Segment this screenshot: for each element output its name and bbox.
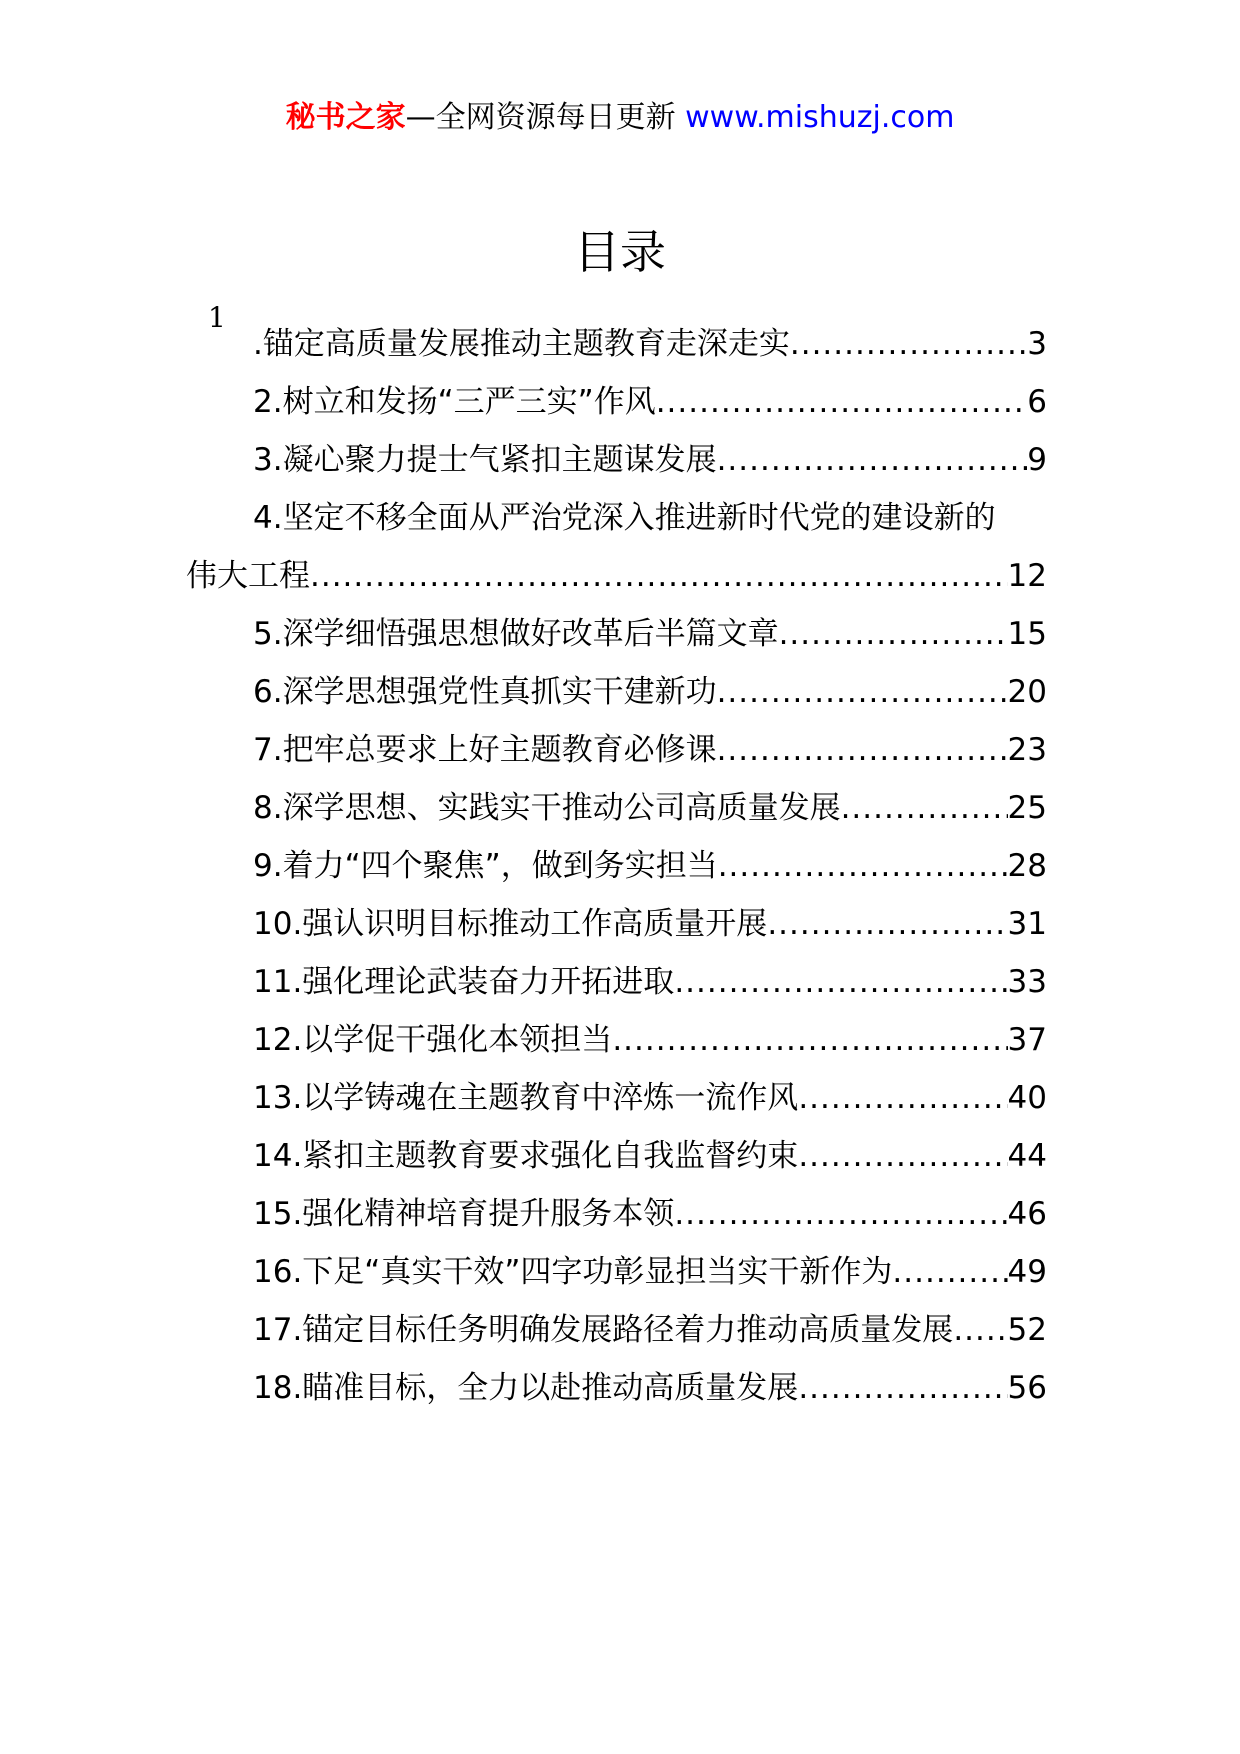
toc-leader-dots (717, 669, 1008, 715)
toc-leader-dots (798, 1133, 1007, 1179)
toc-entry-4-line-2[interactable] (186, 553, 1047, 599)
toc-entry-title: 13.以学铸魂在主题教育中淬炼一流作风 (253, 1080, 799, 1116)
brand-name: 秘书之家 (285, 100, 406, 135)
toc-entry-page: 28 (1007, 848, 1047, 884)
toc-entry-title: 15.强化精神培育提升服务本领 (253, 1196, 675, 1232)
toc-entry-page: 20 (1007, 674, 1047, 710)
toc-entry-18[interactable] (253, 1365, 1047, 1411)
toc-leader-dots (953, 1307, 1007, 1353)
toc-entry-page: 3 (1027, 326, 1047, 362)
toc-leader-dots (798, 1075, 1007, 1121)
toc-entry-title: 16.下足“真实干效”四字功彰显担当实干新作为 (253, 1254, 893, 1290)
toc-entry-title: 7.把牢总要求上好主题教育必修课 (253, 732, 717, 768)
toc-entry-page: 46 (1007, 1196, 1047, 1232)
toc-entry-6[interactable] (253, 669, 1047, 715)
toc-entry-page: 33 (1007, 964, 1047, 1000)
page-title: 目录 (574, 225, 666, 279)
toc-entry-page: 9 (1027, 442, 1047, 478)
page-marker: 1 (208, 301, 226, 334)
toc-entry-17[interactable] (253, 1307, 1047, 1353)
toc-entry-14[interactable] (253, 1133, 1047, 1179)
toc-entry-page: 49 (1007, 1254, 1047, 1290)
toc-entry-page: 12 (1007, 558, 1047, 594)
toc-entry-page: 37 (1007, 1022, 1047, 1058)
toc-entry-title: 10.强认识明目标推动工作高质量开展 (253, 906, 768, 942)
toc-entry-3[interactable] (253, 437, 1047, 483)
toc-entry-title: 18.瞄准目标，全力以赴推动高质量发展 (253, 1370, 799, 1406)
toc-leader-dots (674, 1191, 1007, 1237)
toc-entry-5[interactable] (253, 611, 1047, 657)
toc-entry-title: 17.锚定目标任务明确发展路径着力推动高质量发展 (253, 1312, 954, 1348)
toc-entry-page: 56 (1007, 1370, 1047, 1406)
toc-leader-dots (717, 437, 1028, 483)
site-url[interactable]: www.mishuzj.com (685, 100, 955, 135)
toc-entry-11[interactable] (253, 959, 1047, 1005)
toc-entry-13[interactable] (253, 1075, 1047, 1121)
toc-entry-1[interactable] (253, 321, 1047, 367)
toc-entry-title: 9.着力“四个聚焦”，做到务实担当 (253, 848, 718, 884)
toc-entry-9[interactable] (253, 843, 1047, 889)
toc-entry-4-line-1[interactable]: 4.坚定不移全面从严治党深入推进新时代党的建设新的 (253, 500, 996, 536)
toc-entry-title: 14.紧扣主题教育要求强化自我监督约束 (253, 1138, 799, 1174)
toc-leader-dots (790, 321, 1027, 367)
toc-entry-title: 5.深学细悟强思想做好改革后半篇文章 (253, 616, 779, 652)
toc-entry-16[interactable] (253, 1249, 1047, 1295)
header-slogan: —全网资源每日更新 (405, 100, 676, 135)
toc-entry-title: .锚定高质量发展推动主题教育走深走实 (253, 326, 790, 362)
toc-entry-10[interactable] (253, 901, 1047, 947)
toc-leader-dots (310, 553, 1008, 599)
toc-entry-page: 31 (1007, 906, 1047, 942)
toc-entry-page: 25 (1007, 790, 1047, 826)
toc-leader-dots (767, 901, 1007, 947)
toc-leader-dots (718, 843, 1008, 889)
toc-entry-page: 6 (1027, 384, 1047, 420)
toc-entry-2[interactable] (253, 379, 1047, 425)
toc-leader-dots (656, 379, 1028, 425)
toc-leader-dots (674, 959, 1007, 1005)
toc-leader-dots (841, 785, 1008, 831)
toc-entry-page: 44 (1007, 1138, 1047, 1174)
toc-entry-title: 11.强化理论武装奋力开拓进取 (253, 964, 675, 1000)
toc-leader-dots (779, 611, 1008, 657)
toc-entry-title: 3.凝心聚力提士气紧扣主题谋发展 (253, 442, 717, 478)
toc-entry-title: 8.深学思想、实践实干推动公司高质量发展 (253, 790, 841, 826)
toc-entry-15[interactable] (253, 1191, 1047, 1237)
toc-entry-title: 2.树立和发扬“三严三实”作风 (253, 384, 656, 420)
toc-entry-page: 23 (1007, 732, 1047, 768)
toc-entry-title: 12.以学促干强化本领担当 (253, 1022, 613, 1058)
toc-entry-page: 52 (1007, 1312, 1047, 1348)
toc-entry-page: 40 (1007, 1080, 1047, 1116)
toc-leader-dots (798, 1365, 1007, 1411)
toc-entry-12[interactable] (253, 1017, 1047, 1063)
toc-entry-page: 15 (1007, 616, 1047, 652)
toc-leader-dots (892, 1249, 1007, 1295)
toc-entry-8[interactable] (253, 785, 1047, 831)
toc-entry-title: 伟大工程 (186, 558, 310, 594)
toc-leader-dots (717, 727, 1008, 773)
toc-entry-title: 6.深学思想强党性真抓实干建新功 (253, 674, 717, 710)
toc-entry-7[interactable] (253, 727, 1047, 773)
toc-leader-dots (612, 1017, 1007, 1063)
